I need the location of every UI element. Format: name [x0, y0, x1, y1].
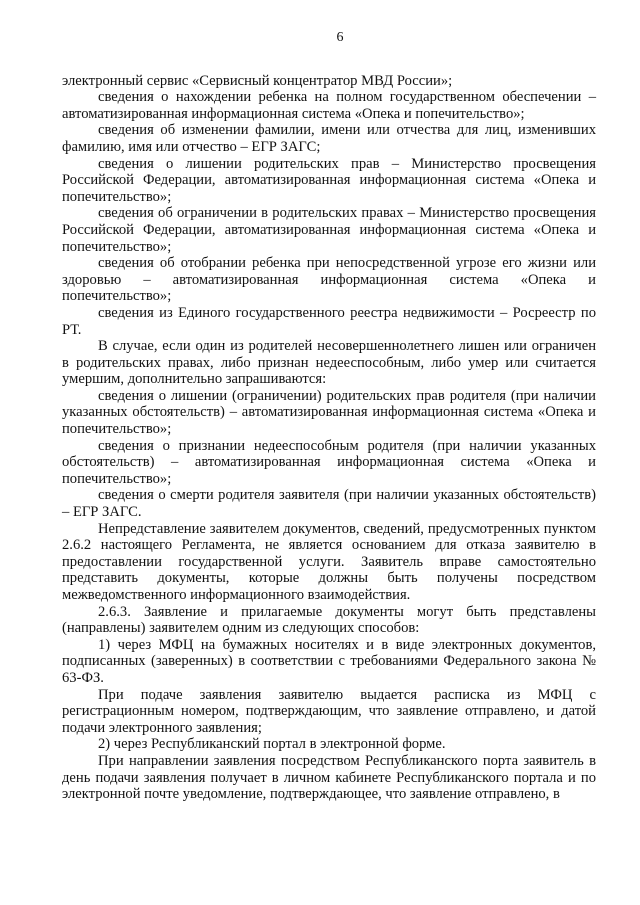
paragraph: сведения об ограничении в родительских правах – Министерство просвещения Российской Федерации, автоматизированная информационная система «Опека и попечительство»; — [62, 205, 596, 255]
paragraph: сведения о нахождении ребенка на полном государственном обеспечении – автоматизированная информационная система «Опека и попечительство»; — [62, 89, 596, 122]
paragraph: 2.6.3. Заявление и прилагаемые документы могут быть представлены (направлены) заявителем одним из следующих способов: — [62, 603, 596, 637]
paragraph: Непредставление заявителем документов, сведений, предусмотренных пунктом 2.6.2 настоящего Регламента, не является основанием для отказа заявителю в предоставлении государственной услуги. Заявитель вправе самостоятельно представить документы, которые должны быть получены посредством межведомственного информационного взаимодействия. — [62, 520, 596, 603]
page-number: 6 — [336, 30, 344, 45]
document-body — [62, 73, 596, 803]
paragraph: сведения о лишении (ограничении) родительских прав родителя (при наличии указанных обстоятельств) – автоматизированная информационная система «Опека и попечительство»; — [62, 387, 596, 438]
paragraph: сведения об отобрании ребенка при непосредственной угрозе его жизни или здоровью – автоматизированная информационная система «Опека и попечительство»; — [62, 255, 596, 305]
paragraph: При подаче заявления заявителю выдается расписка из МФЦ с регистрационным номером, подтверждающим, что заявление отправлено, и датой подачи электронного заявления; — [62, 686, 596, 736]
paragraph: сведения из Единого государственного реестра недвижимости – Росреестр по РТ. — [62, 304, 596, 338]
paragraph: сведения о смерти родителя заявителя (при наличии указанных обстоятельств) – ЕГР ЗАГС. — [62, 487, 596, 521]
paragraph: 2) через Республиканский портал в электронной форме. — [98, 736, 446, 753]
paragraph: 1) через МФЦ на бумажных носителях и в виде электронных документов, подписанных (заверенных) в соответствии с требованиями Федерального закона № 63-ФЗ. — [62, 636, 596, 686]
paragraph: В случае, если один из родителей несовершеннолетнего лишен или ограничен в родительских правах, либо признан недееспособным, либо умер или считается умершим, дополнительно запрашиваются: — [62, 338, 596, 388]
paragraph: сведения об изменении фамилии, имени или отчества для лиц, изменивших фамилию, имя или отчество – ЕГР ЗАГС; — [62, 122, 596, 155]
paragraph: сведения о лишении родительских прав – Министерство просвещения Российской Федерации, автоматизированная информационная система «Опека и попечительство»; — [62, 155, 596, 205]
paragraph: электронный сервис «Сервисный концентратор МВД России»; — [62, 72, 453, 89]
paragraph: сведения о признании недееспособным родителя (при наличии указанных обстоятельств) – автоматизированная информационная система «Опека и попечительство»; — [62, 437, 596, 487]
paragraph: При направлении заявления посредством Республиканского порта заявитель в день подачи заявления получает в личном кабинете Республиканского портала и по электронной почте уведомление, подтверждающее, что заявление отправлено, в — [62, 752, 596, 803]
